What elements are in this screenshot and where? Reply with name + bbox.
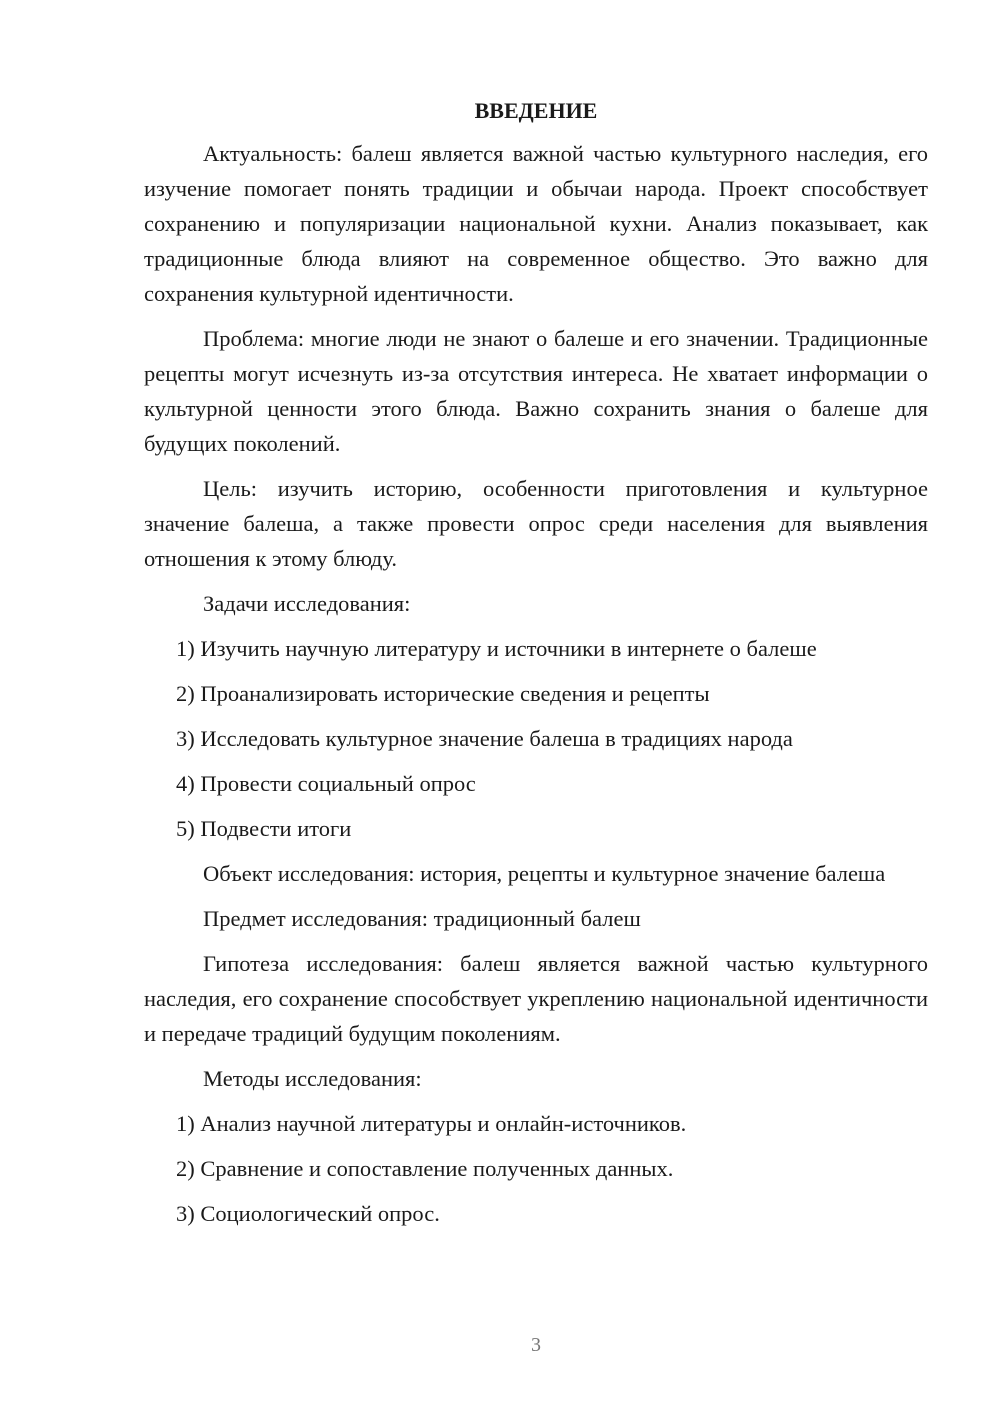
list-item: 3) Исследовать культурное значение балеша в традициях народа	[176, 726, 793, 751]
relevance-paragraph: Актуальность: балеш является важной частью культурного наследия, его изучение помогает понять традиции и обычаи народа. Проект способствует сохранению и популяризации национальной кухни. Анализ показывает, как традиционные блюда влияют на современное общество. Это важно для сохранения культурной идентичности.	[144, 141, 928, 306]
list-item: 2) Проанализировать исторические сведения и рецепты	[176, 681, 710, 706]
goal-paragraph: Цель: изучить историю, особенности приготовления и культурное значение балеша, а также провести опрос среди населения для выявления отношения к этому блюду.	[144, 476, 928, 571]
methods-list	[144, 1106, 928, 1231]
list-item: 5) Подвести итоги	[176, 816, 352, 841]
methods-heading: Методы исследования:	[203, 1066, 422, 1091]
hypothesis-paragraph: Гипотеза исследования: балеш является важной частью культурного наследия, его сохранение способствует укреплению национальной идентичности и передаче традиций будущим поколениям.	[144, 951, 928, 1046]
document-page	[144, 96, 928, 1241]
object-paragraph: Объект исследования: история, рецепты и культурное значение балеша	[203, 861, 886, 886]
problem-paragraph: Проблема: многие люди не знают о балеше и его значении. Традиционные рецепты могут исчезнуть из-за отсутствия интереса. Не хватает информации о культурной ценности этого блюда. Важно сохранить знания о балеше для будущих поколений.	[144, 326, 928, 456]
subject-paragraph: Предмет исследования: традиционный балеш	[203, 906, 641, 931]
page-title: ВВЕДЕНИЕ	[474, 98, 598, 123]
list-item: 2) Сравнение и сопоставление полученных данных.	[176, 1156, 674, 1181]
list-item: 1) Анализ научной литературы и онлайн-источников.	[176, 1111, 687, 1136]
page-number: 3	[531, 1334, 541, 1356]
list-item: 3) Социологический опрос.	[176, 1201, 440, 1226]
tasks-heading: Задачи исследования:	[203, 591, 411, 616]
tasks-list	[144, 631, 928, 846]
list-item: 4) Провести социальный опрос	[176, 771, 476, 796]
list-item: 1) Изучить научную литературу и источники в интернете о балеше	[176, 636, 817, 661]
